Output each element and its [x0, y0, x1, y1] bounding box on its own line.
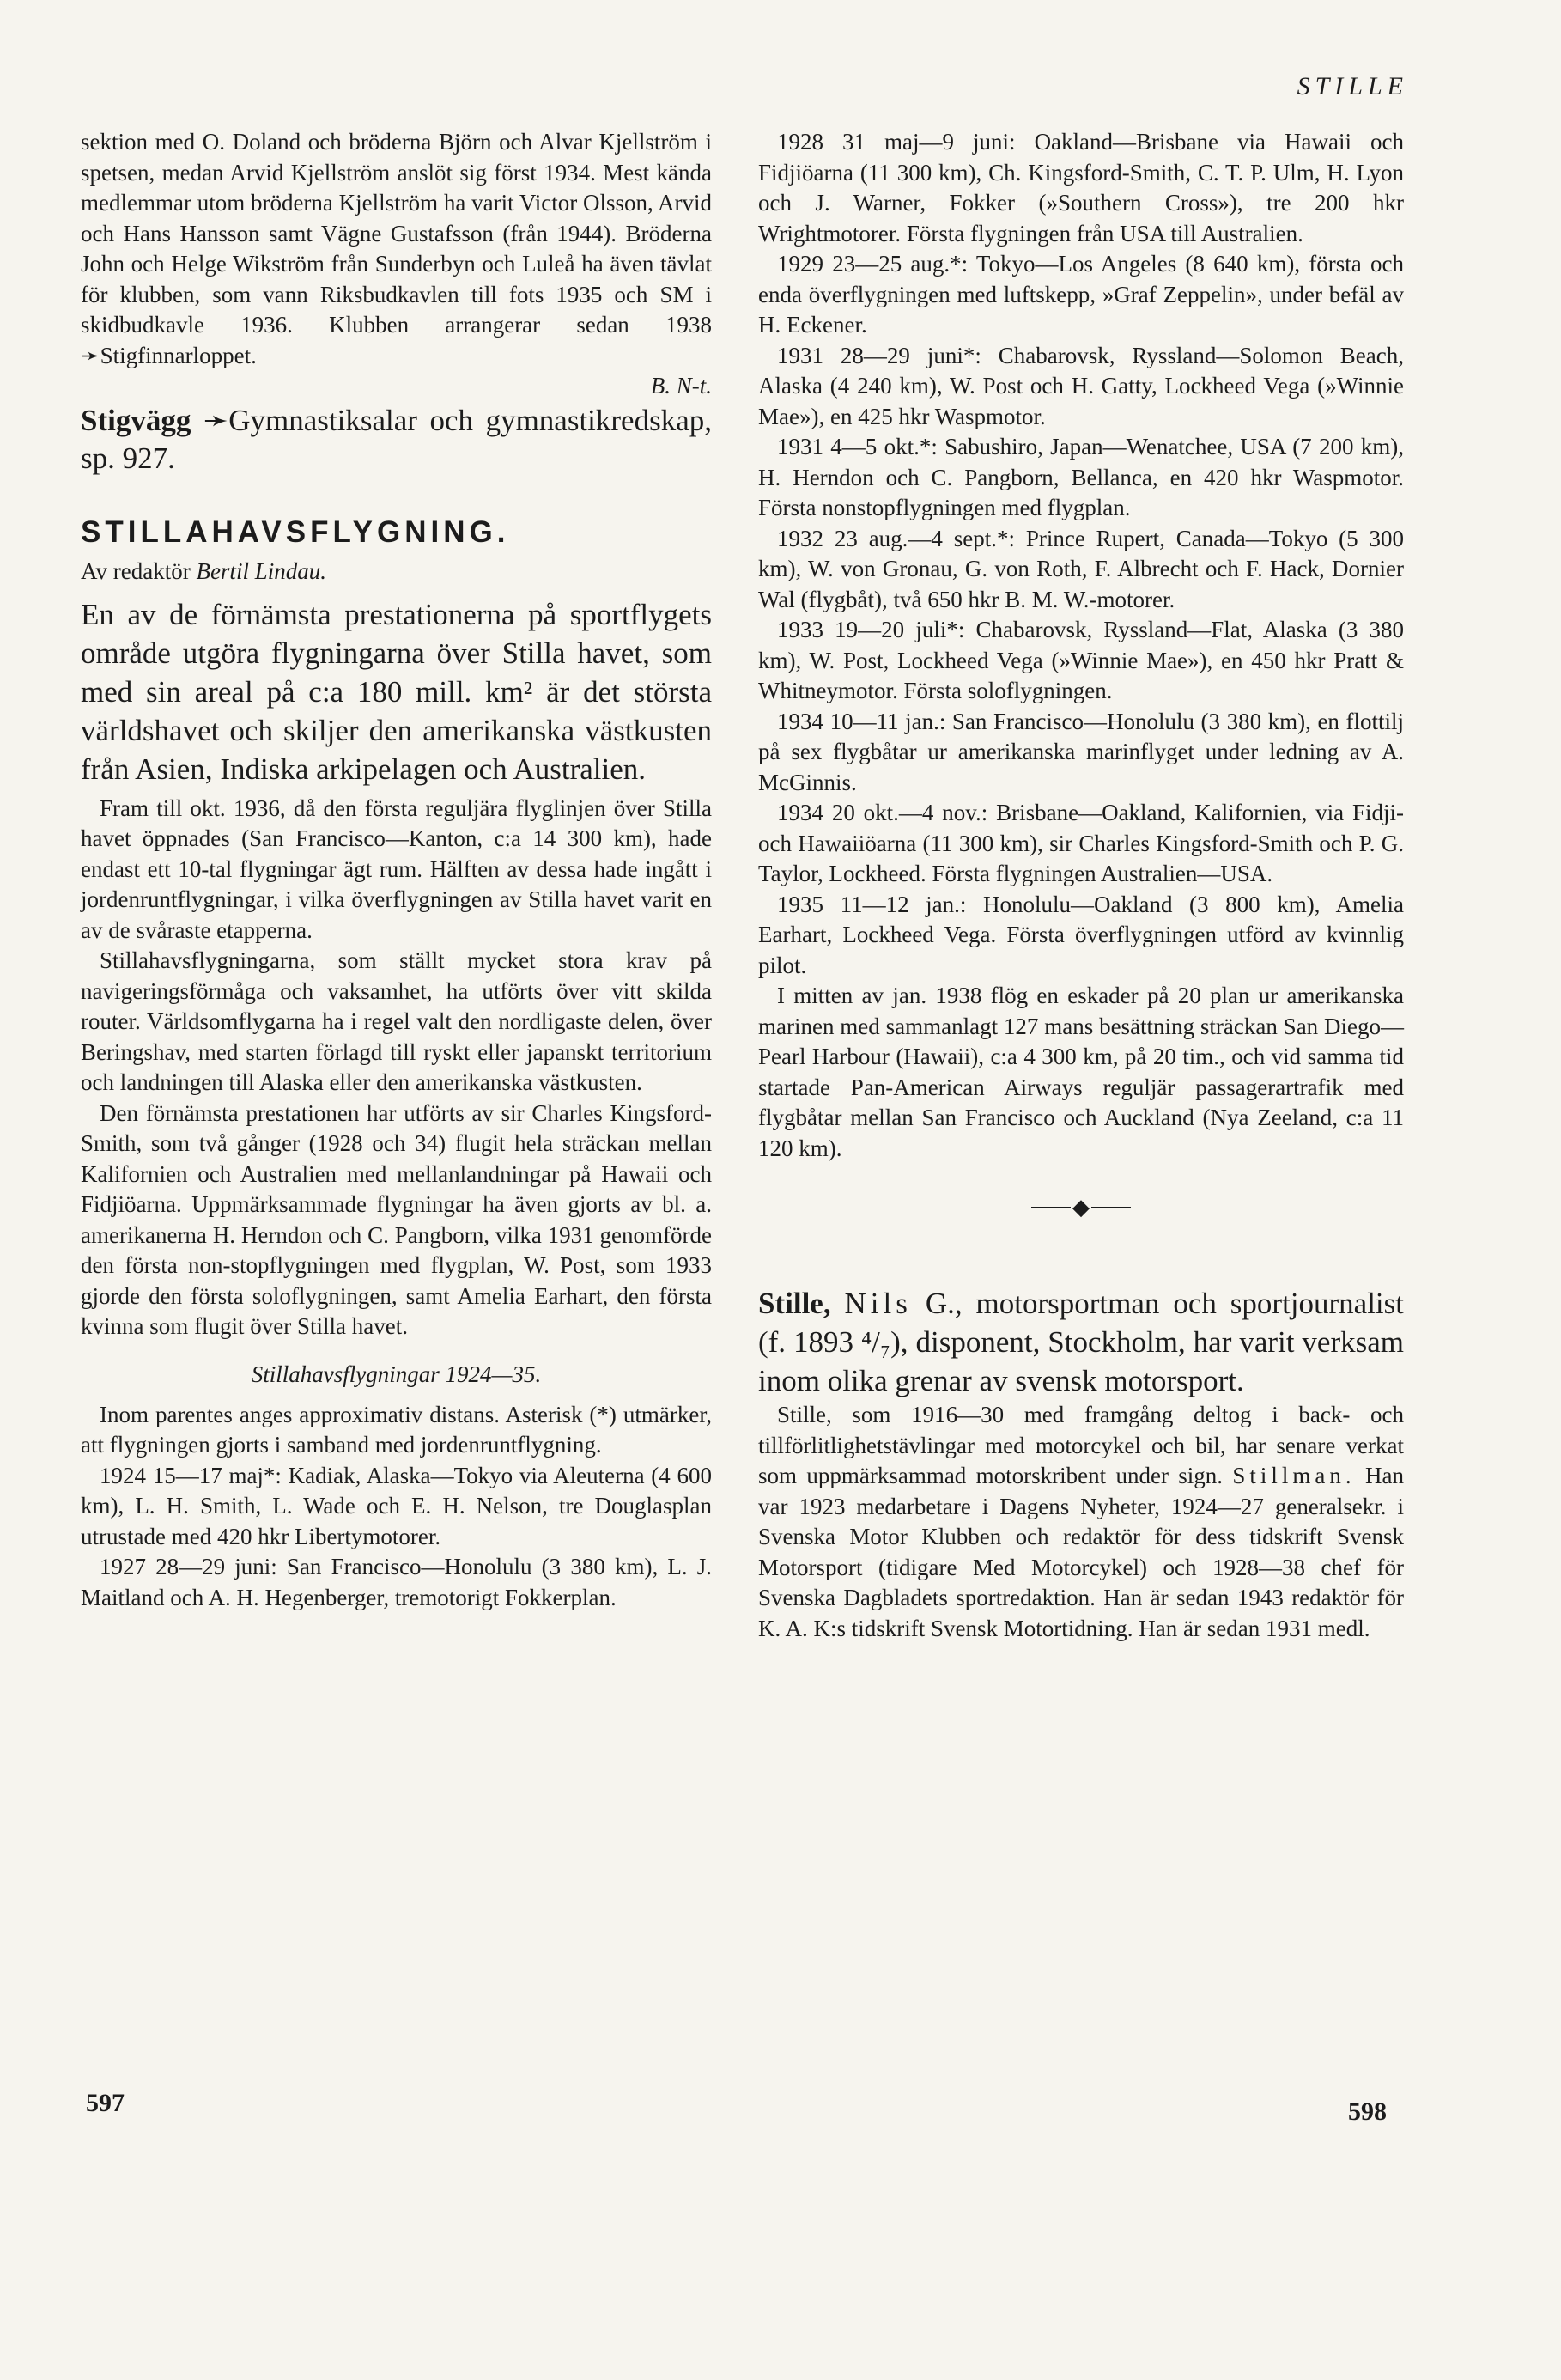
byline-prefix: Av redaktör — [81, 557, 191, 584]
lead-paragraph: En av de förnämsta prestationerna på sportflygets område utgöra flygningarna över Stilla havet, som med sin areal på c:a 180 mill. km² är det största världshavet och skiljer den amerikanska västkusten från Asien, Indiska arkipelagen och Australien. — [81, 597, 712, 786]
flight-entry: 1929 23—25 aug.*: Tokyo—Los Angeles (8 640 km), första och enda överflygningen med luftskepp, »Graf Zeppelin», under befäl av H. Eckener. — [758, 251, 1404, 338]
stigvagg-term: Stigvägg — [81, 403, 191, 437]
biography-paragraph — [758, 1400, 1404, 1644]
paragraph: Fram till okt. 1936, då den första reguljära flyglinjen över Stilla havet öppnades (San Francisco—Kanton, c:a 14 300 km), hade endast ett 10-tal flygningar ägt rum. Hälften av dessa hade ingått i jordenruntflygningar, i vilka överflygningen av Stilla havet varit en av de svåraste etapperna. — [81, 794, 712, 943]
page-number-right: 598 — [1348, 2097, 1387, 2126]
stigvagg-ref: ➛Gymnastiksalar och gymnastikredskap, sp. 927. — [81, 403, 712, 475]
intro-text: sektion med O. Doland och bröderna Björn och Alvar Kjellström i spetsen, medan Arvid Kjellström anslöt sig först 1934. Mest kända medlemmar utom bröderna Kjellström ha varit Victor Olsson, Arvid och Hans Hansson samt Vägne Gustafsson (från 1944). Bröderna John och Helge Wikström från Sunderbyn och Luleå ha även tävlat för klubben, som vann Riksbudkavlen till fots 1935 och SM i skidbudkavle 1936. Klubben arrangerar sedan 1938 ➛Stigfinnarloppet. — [81, 129, 712, 368]
running-head: STILLE — [1297, 72, 1408, 100]
signature: B. N-t. — [650, 373, 712, 399]
paragraph: Den förnämsta prestationen har utförts av sir Charles Kingsford-Smith, som två gånger (1928 och 34) flugit hela sträckan mellan Kalifornien och Australien med mellanlandningar på Hawaii och Fidjiöarna. Uppmärksammade flygningar ha även gjorts av bl. a. amerikanerna H. Herndon och C. Pangborn, vilka 1931 genomförde den första non-stopflygningen med flygplan, W. Post, som 1933 gjorde den första soloflygningen, samt Amelia Earhart, den första kvinna som flugit över Stilla havet. — [81, 1099, 712, 1339]
byline-author: Bertil Lindau. — [196, 557, 326, 584]
cross-reference-stigvagg — [81, 402, 712, 478]
flight-entry: 1934 10—11 jan.: San Francisco—Honolulu (3 380 km), en flottilj på sex flygbåtar ur amerikanska marinflyget under ledning av A. McGinnis. — [758, 708, 1404, 795]
diamond-icon: ◆ — [1072, 1195, 1090, 1220]
paragraph: Stillahavsflygningarna, som ställt mycket stora krav på navigeringsförmåga och vaksamhet, ha utförts över vitt skilda router. Världsomflygarna ha i regel valt den nordligaste delen, över Beringshav, med starten förlagd till ryskt eller japanskt territorium och landningen till Alaska eller den amerikanska västkusten. — [81, 947, 712, 1095]
flight-entry: 1932 23 aug.—4 sept.*: Prince Rupert, Canada—Tokyo (5 300 km), W. von Gronau, G. von Roth, F. Albrecht och F. Hack, Dornier Wal (flygbåt), två 650 hkr B. M. W.-motorer. — [758, 525, 1404, 612]
signature-stillman: Stillman. — [1232, 1463, 1356, 1489]
byline — [81, 558, 712, 585]
stille-lead-text: G., motorsportman och sportjournalist (f. 1893 ⁴/₇), disponent, Stockholm, har varit verksam inom olika grenar av svensk motorsport. — [758, 1287, 1404, 1398]
bio-text-a: Stille, som 1916—30 med framgång deltog i back- och tillförlitlighetstävlingar med motorcykel och bil, har senare verkat som uppmärksammad motorskribent under sign. — [758, 1402, 1404, 1489]
stille-given-name: Nils — [844, 1287, 912, 1321]
paragraph-intro — [81, 127, 712, 402]
biography-lead — [758, 1284, 1404, 1400]
flight-entry: 1928 31 maj—9 juni: Oakland—Brisbane via Hawaii och Fidjiöarna (11 300 km), Ch. Kingsford-Smith, C. T. P. Ulm, H. Lyon och J. Warner, Fokker (»Southern Cross»), tre 200 hkr Wrightmotorer. Första flygningen från USA till Australien. — [758, 129, 1404, 247]
flight-entry: 1924 15—17 maj*: Kadiak, Alaska—Tokyo via Aleuterna (4 600 km), L. H. Smith, L. Wade och E. H. Nelson, tre Douglasplan utrustade med 420 hkr Libertymotorer. — [81, 1462, 712, 1549]
page-number-left: 597 — [86, 2089, 125, 2117]
paragraph: Inom parentes anges approximativ distans. Asterisk (*) utmärker, att flygningen gjorts i samband med jordenruntflygning. — [81, 1401, 712, 1458]
flight-entry: 1931 28—29 juni*: Chabarovsk, Ryssland—Solomon Beach, Alaska (4 240 km), W. Post och H. Gatty, Lockheed Vega (»Winnie Mae»), en 425 hkr Waspmotor. — [758, 342, 1404, 429]
subheading: Stillahavsflygningar 1924—35. — [251, 1360, 542, 1387]
flight-entry: 1935 11—12 jan.: Honolulu—Oakland (3 800 km), Amelia Earhart, Lockheed Vega. Första överflygningen utförd av kvinnlig pilot. — [758, 891, 1404, 978]
right-column — [758, 127, 1404, 1644]
closing-paragraph: I mitten av jan. 1938 flög en eskader på 20 plan ur amerikanska marinen med sammanlagt 127 mans besättning sträckan San Diego—Pearl Harbour (Hawaii), c:a 4 300 km, på 20 tim., och vid samma tid startade Pan-American Airways reguljär passagerartrafik med flygbåtar mellan San Francisco och Auckland (Nya Zeeland, c:a 11 120 km). — [758, 983, 1404, 1161]
flight-entry: 1933 19—20 juli*: Chabarovsk, Ryssland—Flat, Alaska (3 380 km), W. Post, Lockheed Vega (»Winnie Mae»), en 450 hkr Pratt & Whitneymotor. Första soloflygningen. — [758, 617, 1404, 703]
bio-text-b: Han var 1923 medarbetare i Dagens Nyheter, 1924—27 generalsekr. i Svenska Motor Klubben och redaktör för dess tidskrift Svensk Motorsport (tidigare Med Motorcykel) och 1928—38 chef för Svenska Dagbladets sportredaktion. Han är sedan 1943 redaktör för K. A. K:s tidskrift Svensk Motortidning. Han är sedan 1931 medl. — [758, 1463, 1404, 1641]
left-column — [81, 127, 712, 1613]
flight-entry: 1927 28—29 juni: San Francisco—Honolulu (3 380 km), L. J. Maitland och A. H. Hegenberger, tremotorigt Fokkerplan. — [81, 1554, 712, 1610]
stille-name: Stille, — [758, 1287, 831, 1321]
ornament-divider — [758, 1193, 1404, 1220]
section-heading: STILLAHAVSFLYGNING. — [81, 514, 510, 549]
flight-entry: 1934 20 okt.—4 nov.: Brisbane—Oakland, Kalifornien, via Fidji- och Hawaiiöarna (11 300 km), sir Charles Kingsford-Smith och P. G. Taylor, Lockheed. Första flygningen Australien—USA. — [758, 800, 1404, 886]
flight-entry: 1931 4—5 okt.*: Sabushiro, Japan—Wenatchee, USA (7 200 km), H. Herndon och C. Pangborn, Bellanca, en 420 hkr Waspmotor. Första nonstopflygningen med flygplan. — [758, 434, 1404, 520]
